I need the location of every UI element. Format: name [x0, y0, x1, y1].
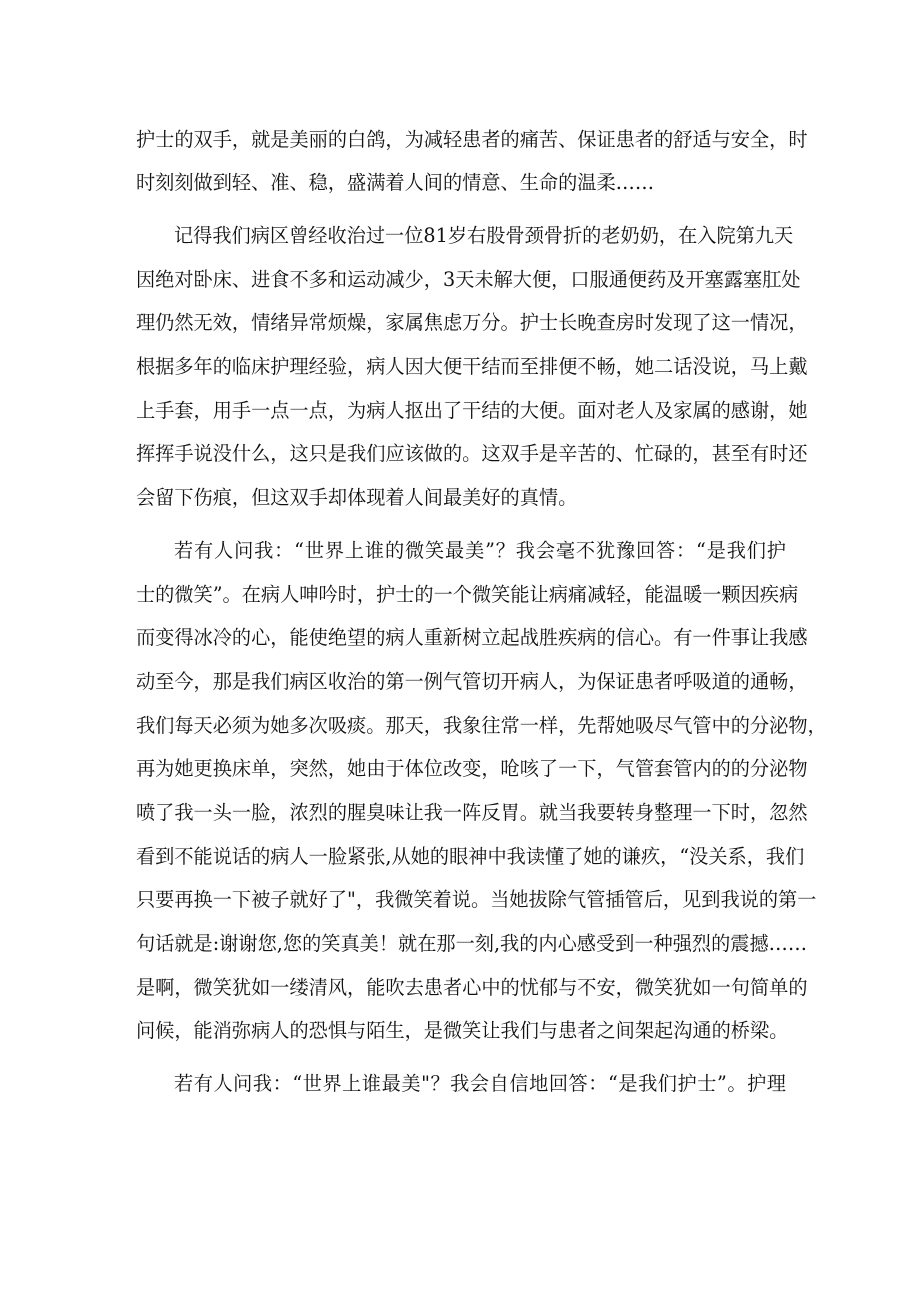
paragraph-3-line-10: 句话就是:谢谢您,您的笑真美！就在那一刻,我的内心感受到一种强烈的震撼…… — [136, 932, 808, 955]
paragraph-2-line-1: 记得我们病区曾经收治过一位81岁右股骨颈骨折的老奶奶，在入院第九天 — [174, 224, 794, 247]
paragraph-2-line-2: 因绝对卧床、进食不多和运动减少，3天未解大便，口服通便药及开塞露塞肛处 — [136, 268, 801, 291]
paragraph-2-line-4: 根据多年的临床护理经验，病人因大便干结而至排便不畅，她二话没说，马上戴 — [136, 355, 808, 378]
paragraph-2-line-3: 理仍然无效，情绪异常烦燥，家属焦虑万分。护士长晚查房时发现了这一情况， — [136, 311, 808, 334]
paragraph-1-line-1: 护士的双手，就是美丽的白鸽，为减轻患者的痛苦、保证患者的舒适与安全，时 — [136, 128, 808, 151]
paragraph-2-line-7: 会留下伤痕，但这双手却体现着人间最美好的真情。 — [136, 486, 578, 509]
paragraph-3-line-7: 喷了我一头一脸，浓烈的腥臭味让我一阵反胃。就当我要转身整理一下时，忽然 — [136, 801, 808, 824]
paragraph-3-line-2: 士的微笑”。在病人呻吟时，护士的一个微笑能让病痛减轻，能温暖一颗因疾病 — [136, 583, 799, 606]
paragraph-3-line-6: 再为她更换床单，突然，她由于体位改变，呛咳了一下，气管套管内的的分泌物 — [136, 757, 808, 780]
paragraph-3-line-8: 看到不能说话的病人一脸紧张,从她的眼神中我读懂了她的谦疚，“没关系，我们 — [136, 845, 805, 868]
paragraph-3-line-12: 问候，能消弥病人的恐惧与陌生，是微笑让我们与患者之间架起沟通的桥梁。 — [136, 1019, 789, 1042]
paragraph-3-line-5: 我们每天必须为她多次吸痰。那天，我象往常一样，先帮她吸尽气管中的分泌物， — [136, 714, 827, 737]
paragraph-3-line-4: 动至今，那是我们病区收治的第一例气管切开病人，为保证患者呼吸道的通畅， — [136, 670, 808, 693]
paragraph-3-line-1: 若有人问我：“世界上谁的微笑最美”？我会毫不犹豫回答：“是我们护 — [174, 539, 786, 562]
paragraph-3-line-9: 只要再换一下被子就好了"，我微笑着说。当她拔除气管插管后，见到我说的第一 — [136, 888, 817, 911]
paragraph-4-line-1: 若有人问我：“世界上谁最美"？我会自信地回答：“是我们护士”。护理 — [174, 1072, 786, 1095]
paragraph-3-line-11: 是啊，微笑犹如一缕清风，能吹去患者心中的忧郁与不安，微笑犹如一句简单的 — [136, 976, 808, 999]
paragraph-1-line-2: 时刻刻做到轻、准、稳，盛满着人间的情意、生命的温柔…… — [136, 171, 655, 194]
paragraph-3-line-3: 而变得冰冷的心，能使绝望的病人重新树立起战胜疾病的信心。有一件事让我感 — [136, 626, 808, 649]
paragraph-2-line-6: 挥挥手说没什么，这只是我们应该做的。这双手是辛苦的、忙碌的，甚至有时还 — [136, 442, 808, 465]
paragraph-2-line-5: 上手套，用手一点一点，为病人抠出了干结的大便。面对老人及家属的感谢，她 — [136, 399, 808, 422]
